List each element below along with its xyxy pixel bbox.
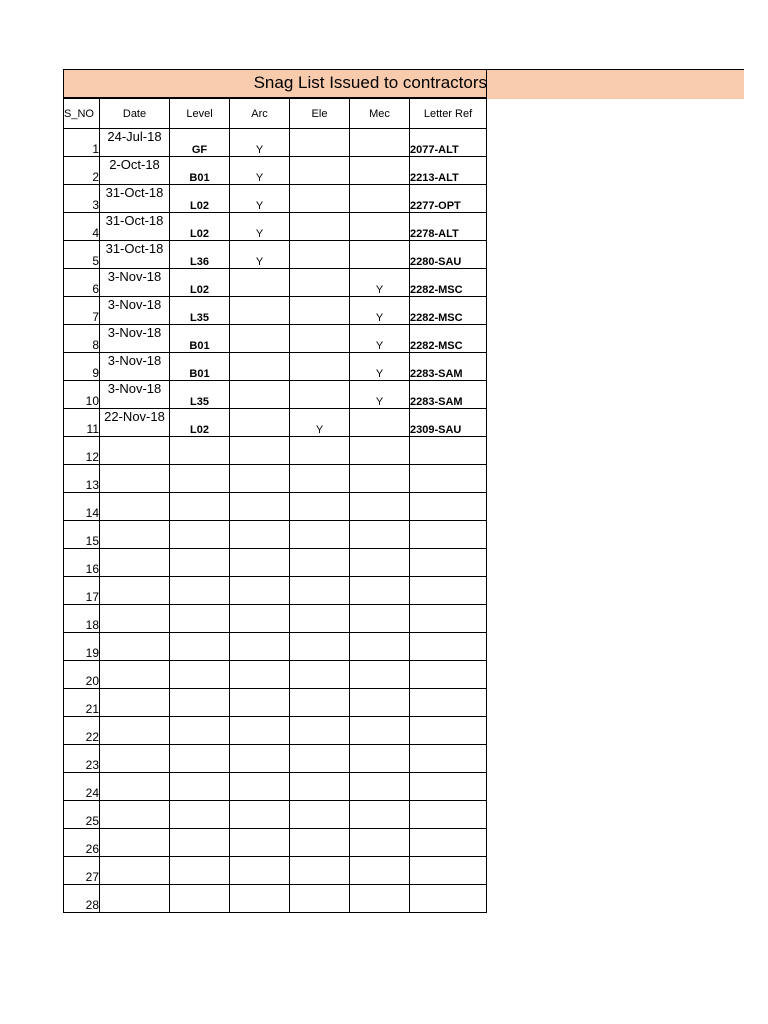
table-row [64, 185, 487, 213]
cell-date[interactable]: 31-Oct-18 [100, 241, 170, 269]
cell-sno[interactable]: 17 [64, 577, 100, 605]
cell-arc[interactable] [230, 381, 290, 409]
cell-arc[interactable] [230, 297, 290, 325]
cell-arc[interactable] [230, 437, 290, 465]
cell-date[interactable] [100, 521, 170, 549]
cell-ele[interactable] [290, 661, 350, 689]
table-row [64, 493, 487, 521]
cell-ele[interactable] [290, 493, 350, 521]
cell-letter-ref[interactable]: 2282-MSC [410, 297, 487, 325]
cell-ele[interactable] [290, 549, 350, 577]
cell-mec[interactable] [350, 605, 410, 633]
cell-ele[interactable] [290, 157, 350, 185]
cell-date[interactable] [100, 801, 170, 829]
cell-letter-ref[interactable]: 2280-SAU [410, 241, 487, 269]
cell-letter-ref[interactable]: 2077-ALT [410, 129, 487, 157]
cell-date[interactable] [100, 745, 170, 773]
cell-mec[interactable] [350, 213, 410, 241]
cell-date[interactable]: 3-Nov-18 [100, 297, 170, 325]
cell-date[interactable] [100, 717, 170, 745]
table-row [64, 885, 487, 913]
cell-sno[interactable]: 16 [64, 549, 100, 577]
cell-letter-ref[interactable] [410, 773, 487, 801]
cell-ele[interactable] [290, 437, 350, 465]
cell-level[interactable] [170, 549, 230, 577]
cell-letter-ref[interactable] [410, 493, 487, 521]
cell-mec[interactable] [350, 437, 410, 465]
cell-letter-ref[interactable] [410, 801, 487, 829]
cell-level[interactable]: L02 [170, 409, 230, 437]
header-level[interactable]: Level [170, 99, 230, 129]
cell-ele[interactable] [290, 577, 350, 605]
cell-arc[interactable] [230, 661, 290, 689]
cell-mec[interactable] [350, 549, 410, 577]
cell-level[interactable] [170, 577, 230, 605]
cell-sno[interactable]: 15 [64, 521, 100, 549]
cell-mec[interactable]: Y [350, 325, 410, 353]
cell-date[interactable] [100, 549, 170, 577]
table-row [64, 717, 487, 745]
cell-ele[interactable] [290, 213, 350, 241]
table-row [64, 633, 487, 661]
cell-level[interactable]: B01 [170, 157, 230, 185]
table-row [64, 325, 487, 353]
cell-sno[interactable]: 4 [64, 213, 100, 241]
cell-mec[interactable]: Y [350, 353, 410, 381]
cell-level[interactable] [170, 689, 230, 717]
cell-arc[interactable] [230, 521, 290, 549]
cell-letter-ref[interactable]: 2213-ALT [410, 157, 487, 185]
cell-level[interactable] [170, 437, 230, 465]
header-sno[interactable]: S_NO [64, 99, 100, 129]
cell-mec[interactable] [350, 661, 410, 689]
table-row [64, 381, 487, 409]
table-row [64, 661, 487, 689]
cell-date[interactable]: 3-Nov-18 [100, 325, 170, 353]
cell-mec[interactable] [350, 577, 410, 605]
cell-mec[interactable] [350, 521, 410, 549]
cell-level[interactable] [170, 801, 230, 829]
cell-date[interactable]: 3-Nov-18 [100, 381, 170, 409]
table-row [64, 157, 487, 185]
cell-mec[interactable] [350, 745, 410, 773]
cell-mec[interactable] [350, 129, 410, 157]
cell-arc[interactable] [230, 689, 290, 717]
cell-arc[interactable] [230, 493, 290, 521]
table-row [64, 465, 487, 493]
table-row [64, 745, 487, 773]
cell-letter-ref[interactable] [410, 577, 487, 605]
cell-letter-ref[interactable] [410, 661, 487, 689]
cell-level[interactable]: L36 [170, 241, 230, 269]
cell-arc[interactable] [230, 465, 290, 493]
cell-sno[interactable]: 25 [64, 801, 100, 829]
cell-level[interactable] [170, 465, 230, 493]
table-row [64, 801, 487, 829]
cell-letter-ref[interactable]: 2282-MSC [410, 325, 487, 353]
cell-arc[interactable] [230, 325, 290, 353]
cell-sno[interactable]: 7 [64, 297, 100, 325]
cell-mec[interactable] [350, 493, 410, 521]
cell-sno[interactable]: 24 [64, 773, 100, 801]
cell-arc[interactable]: Y [230, 185, 290, 213]
cell-arc[interactable] [230, 409, 290, 437]
cell-letter-ref[interactable] [410, 689, 487, 717]
cell-date[interactable]: 22-Nov-18 [100, 409, 170, 437]
cell-ele[interactable] [290, 885, 350, 913]
cell-level[interactable] [170, 829, 230, 857]
cell-date[interactable] [100, 661, 170, 689]
table-row [64, 689, 487, 717]
cell-letter-ref[interactable]: 2282-MSC [410, 269, 487, 297]
cell-mec[interactable]: Y [350, 381, 410, 409]
cell-letter-ref[interactable] [410, 745, 487, 773]
cell-mec[interactable] [350, 829, 410, 857]
cell-sno[interactable]: 23 [64, 745, 100, 773]
cell-level[interactable]: L02 [170, 269, 230, 297]
table-row [64, 241, 487, 269]
cell-arc[interactable]: Y [230, 241, 290, 269]
cell-arc[interactable] [230, 829, 290, 857]
cell-date[interactable]: 3-Nov-18 [100, 269, 170, 297]
cell-ele[interactable] [290, 381, 350, 409]
cell-sno[interactable]: 1 [64, 129, 100, 157]
table-row [64, 297, 487, 325]
cell-level[interactable] [170, 521, 230, 549]
cell-level[interactable] [170, 885, 230, 913]
cell-ele[interactable] [290, 129, 350, 157]
cell-letter-ref[interactable]: 2283-SAM [410, 353, 487, 381]
cell-ele[interactable] [290, 857, 350, 885]
cell-level[interactable]: GF [170, 129, 230, 157]
cell-date[interactable] [100, 633, 170, 661]
cell-ele[interactable] [290, 689, 350, 717]
cell-date[interactable] [100, 577, 170, 605]
cell-letter-ref[interactable]: 2309-SAU [410, 409, 487, 437]
cell-letter-ref[interactable]: 2283-SAM [410, 381, 487, 409]
cell-level[interactable] [170, 857, 230, 885]
cell-sno[interactable]: 2 [64, 157, 100, 185]
cell-level[interactable]: L02 [170, 185, 230, 213]
cell-level[interactable] [170, 633, 230, 661]
cell-arc[interactable] [230, 577, 290, 605]
cell-date[interactable]: 3-Nov-18 [100, 353, 170, 381]
cell-level[interactable] [170, 717, 230, 745]
header-ele[interactable]: Ele [290, 99, 350, 129]
table-row [64, 213, 487, 241]
cell-arc[interactable] [230, 633, 290, 661]
cell-mec[interactable] [350, 157, 410, 185]
cell-sno[interactable]: 10 [64, 381, 100, 409]
sheet-title: Snag List Issued to contractors [253, 73, 487, 92]
cell-letter-ref[interactable]: 2278-ALT [410, 213, 487, 241]
cell-level[interactable] [170, 493, 230, 521]
cell-arc[interactable] [230, 745, 290, 773]
cell-letter-ref[interactable] [410, 633, 487, 661]
snag-list-table [63, 98, 487, 913]
table-row [64, 129, 487, 157]
cell-mec[interactable]: Y [350, 269, 410, 297]
cell-sno[interactable]: 18 [64, 605, 100, 633]
cell-letter-ref[interactable] [410, 829, 487, 857]
cell-ele[interactable] [290, 353, 350, 381]
cell-mec[interactable] [350, 857, 410, 885]
table-row [64, 857, 487, 885]
cell-date[interactable] [100, 605, 170, 633]
cell-sno[interactable]: 8 [64, 325, 100, 353]
cell-date[interactable]: 31-Oct-18 [100, 213, 170, 241]
cell-level[interactable]: L02 [170, 213, 230, 241]
cell-date[interactable]: 24-Jul-18 [100, 129, 170, 157]
cell-letter-ref[interactable] [410, 549, 487, 577]
cell-sno[interactable]: 20 [64, 661, 100, 689]
table-row [64, 549, 487, 577]
cell-mec[interactable]: Y [350, 297, 410, 325]
cell-sno[interactable]: 13 [64, 465, 100, 493]
cell-level[interactable] [170, 661, 230, 689]
header-letter-ref[interactable]: Letter Ref [410, 99, 487, 129]
cell-ele[interactable] [290, 633, 350, 661]
cell-ele[interactable] [290, 801, 350, 829]
cell-level[interactable]: B01 [170, 325, 230, 353]
table-row [64, 409, 487, 437]
cell-date[interactable] [100, 689, 170, 717]
cell-date[interactable] [100, 465, 170, 493]
table-row [64, 829, 487, 857]
cell-arc[interactable] [230, 857, 290, 885]
cell-ele[interactable] [290, 241, 350, 269]
cell-sno[interactable]: 5 [64, 241, 100, 269]
table-row [64, 437, 487, 465]
cell-arc[interactable]: Y [230, 157, 290, 185]
cell-letter-ref[interactable] [410, 521, 487, 549]
cell-arc[interactable] [230, 801, 290, 829]
cell-date[interactable] [100, 885, 170, 913]
cell-ele[interactable] [290, 717, 350, 745]
cell-letter-ref[interactable] [410, 857, 487, 885]
cell-arc[interactable] [230, 605, 290, 633]
cell-mec[interactable] [350, 885, 410, 913]
table-row [64, 773, 487, 801]
cell-arc[interactable] [230, 549, 290, 577]
cell-date[interactable] [100, 437, 170, 465]
cell-letter-ref[interactable] [410, 605, 487, 633]
cell-arc[interactable] [230, 717, 290, 745]
table-row [64, 521, 487, 549]
cell-ele[interactable] [290, 521, 350, 549]
cell-sno[interactable]: 22 [64, 717, 100, 745]
cell-date[interactable] [100, 829, 170, 857]
cell-arc[interactable] [230, 885, 290, 913]
cell-mec[interactable] [350, 773, 410, 801]
cell-level[interactable]: L35 [170, 297, 230, 325]
cell-date[interactable] [100, 493, 170, 521]
cell-sno[interactable]: 27 [64, 857, 100, 885]
cell-sno[interactable]: 12 [64, 437, 100, 465]
cell-mec[interactable] [350, 633, 410, 661]
cell-ele[interactable] [290, 745, 350, 773]
cell-date[interactable] [100, 773, 170, 801]
cell-sno[interactable]: 28 [64, 885, 100, 913]
cell-level[interactable] [170, 745, 230, 773]
table-row [64, 269, 487, 297]
cell-sno[interactable]: 6 [64, 269, 100, 297]
cell-mec[interactable] [350, 689, 410, 717]
cell-arc[interactable]: Y [230, 213, 290, 241]
cell-level[interactable]: L35 [170, 381, 230, 409]
cell-date[interactable]: 2-Oct-18 [100, 157, 170, 185]
cell-sno[interactable]: 9 [64, 353, 100, 381]
cell-level[interactable] [170, 605, 230, 633]
cell-ele[interactable] [290, 605, 350, 633]
cell-sno[interactable]: 11 [64, 409, 100, 437]
cell-mec[interactable] [350, 465, 410, 493]
cell-ele[interactable] [290, 325, 350, 353]
cell-letter-ref[interactable] [410, 885, 487, 913]
table-body [64, 129, 487, 913]
cell-sno[interactable]: 19 [64, 633, 100, 661]
cell-letter-ref[interactable] [410, 437, 487, 465]
cell-letter-ref[interactable] [410, 465, 487, 493]
cell-mec[interactable] [350, 801, 410, 829]
header-mec[interactable]: Mec [350, 99, 410, 129]
cell-ele[interactable] [290, 297, 350, 325]
table-row [64, 605, 487, 633]
cell-arc[interactable] [230, 269, 290, 297]
cell-level[interactable] [170, 773, 230, 801]
cell-level[interactable]: B01 [170, 353, 230, 381]
cell-arc[interactable] [230, 353, 290, 381]
cell-ele[interactable] [290, 185, 350, 213]
cell-arc[interactable]: Y [230, 129, 290, 157]
cell-ele[interactable] [290, 829, 350, 857]
cell-date[interactable] [100, 857, 170, 885]
cell-mec[interactable] [350, 409, 410, 437]
header-date[interactable]: Date [100, 99, 170, 129]
cell-letter-ref[interactable] [410, 717, 487, 745]
cell-mec[interactable] [350, 185, 410, 213]
cell-sno[interactable]: 21 [64, 689, 100, 717]
cell-ele[interactable]: Y [290, 409, 350, 437]
cell-ele[interactable] [290, 465, 350, 493]
table-row [64, 353, 487, 381]
cell-sno[interactable]: 14 [64, 493, 100, 521]
cell-sno[interactable]: 3 [64, 185, 100, 213]
header-arc[interactable]: Arc [230, 99, 290, 129]
header-row [64, 99, 487, 129]
cell-letter-ref[interactable]: 2277-OPT [410, 185, 487, 213]
cell-sno[interactable]: 26 [64, 829, 100, 857]
cell-ele[interactable] [290, 773, 350, 801]
table-row [64, 577, 487, 605]
cell-arc[interactable] [230, 773, 290, 801]
cell-mec[interactable] [350, 241, 410, 269]
cell-mec[interactable] [350, 717, 410, 745]
cell-ele[interactable] [290, 269, 350, 297]
cell-date[interactable]: 31-Oct-18 [100, 185, 170, 213]
